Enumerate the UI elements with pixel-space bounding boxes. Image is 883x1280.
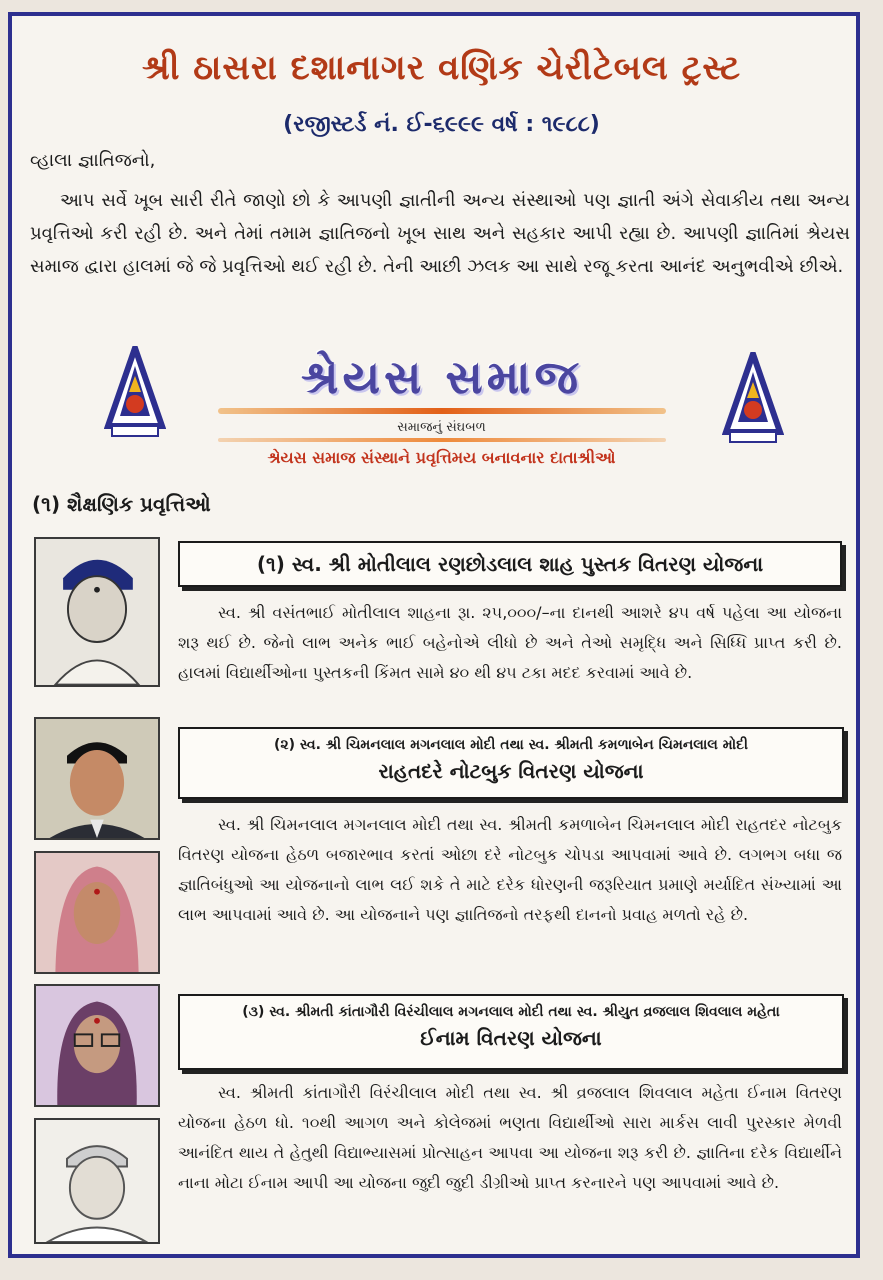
scheme-2-title-box	[178, 727, 844, 799]
banner-divider-lower	[218, 438, 666, 442]
banner-divider	[218, 408, 666, 414]
scheme-3-donors: (૩) સ્વ. શ્રીમતી કાંતાગૌરી વિરંચીલાલ મગનલાલ મોદી તથા સ્વ. શ્રીયુત વ્રજલાલ શિવલાલ મહેતા	[242, 1004, 780, 1020]
donors-heading: શ્રેયસ સમાજ સંસ્થાને પ્રવૃત્તિમય બનાવનાર દાતાશ્રીઓ	[267, 448, 616, 467]
donor-photo-4	[34, 984, 160, 1107]
portrait-icon	[36, 853, 158, 972]
intro-paragraph: આપ સર્વે ખૂબ સારી રીતે જાણો છો કે આપણી જ્ઞાતીની અન્ય સંસ્થાઓ પણ જ્ઞાતી અંગે સેવાકીય તથા અન્ય પ્રવૃત્તિઓ કરી રહી છે. અને તેમાં તમામ જ્ઞાતિજનો ખૂબ સાથ અને સહકાર આપી રહ્યા છે. આપણી જ્ઞાતિમાં શ્રેયસ સમાજ દ્વારા હાલમાં જે જે પ્રવૃત્તિઓ થઈ રહી છે. તેની આછી ઝલક આ સાથે રજૂ કરતા આનંદ અનુભવીએ છીએ.	[30, 190, 850, 277]
scheme-3-description: સ્વ. શ્રીમતી કાંતાગૌરી વિરંચીલાલ મોદી તથા સ્વ. શ્રી વ્રજલાલ શિવલાલ મહેતા ઈનામ વિતરણ યોજના હેઠળ ધો. ૧૦થી આગળ અને કોલેજમાં ભણતા વિદ્યાર્થીઓ સારા માર્કસ લાવી પુરસ્કાર મેળવી આનંદિત થાય તે હેતુથી વિદ્યાભ્યાસમાં પ્રોત્સાહન આપવા આ યોજના શરૂ કરી છે. જ્ઞાતિના દરેક વિદ્યાર્થીને નાના મોટા ઈનામ આપી આ યોજના જુદી જુદી ડીગ્રીઓ પ્રાપ્ત કરનારને પણ આપવામાં આવે છે.	[178, 1083, 842, 1192]
scheme-1-description: સ્વ. શ્રી વસંતભાઈ મોતીલાલ શાહના રૂા. ૨૫,૦૦૦/–ના દાનથી આશરે ૪૫ વર્ષ પહેલા આ યોજના શરૂ થઈ છે. જેનો લાભ અનેક ભાઈ બહેનોએ લીધો છે અને તેઓ સમૃદ્ધિ અને સિધ્ધિ પ્રાપ્ત કરી છે. હાલમાં વિદ્યાર્થીઓના પુસ્તકની કિંમત સામે ૪૦ થી ૪૫ ટકા મદદ કરવામાં આવે છે.	[178, 603, 842, 682]
portrait-icon	[36, 719, 158, 838]
portrait-icon	[36, 539, 158, 685]
scheme-1-title-box	[178, 541, 842, 587]
scheme-3-title-box	[178, 994, 844, 1070]
scheme-2-donors: (૨) સ્વ. શ્રી ચિમનલાલ મગનલાલ મોદી તથા સ્વ. શ્રીમતી કમળાબેન ચિમનલાલ મોદી	[274, 737, 748, 753]
scheme-2-title: રાહતદરે નોટબુક વિતરણ યોજના	[378, 759, 644, 783]
banner-title: શ્રેયસ સમાજ	[301, 350, 582, 404]
page-title: શ્રી ઠાસરા દશાનાગર વણિક ચેરીટેબલ ટ્રસ્ટ	[141, 48, 741, 88]
registration-subtitle: (રજીસ્ટર્ડ નં. ઈ-૬૯૯૯ વર્ષ : ૧૯૮૮)	[283, 112, 600, 137]
banner-tagline: સમાજનું સંઘબળ	[397, 420, 486, 435]
salutation: વ્હાલા જ્ઞાતિજનો,	[30, 150, 156, 171]
scheme-1-title: (૧) સ્વ. શ્રી મોતીલાલ રણછોડલાલ શાહ પુસ્તક વિતરણ યોજના	[256, 552, 764, 576]
donor-photo-3	[34, 851, 160, 974]
scheme-2-description: સ્વ. શ્રી ચિમનલાલ મગનલાલ મોદી તથા સ્વ. શ્રીમતી કમળાબેન ચિમનલાલ મોદી રાહતદર નોટબુક વિતરણ યોજના હેઠળ બજારભાવ કરતાં ઓછા દરે નોટબુક ચોપડા આપવામાં આવે છે. લગભગ બધા જ જ્ઞાતિબંધુઓ આ યોજનાનો લાભ લઈ શકે તે માટે દરેક ધોરણની જરૂરિયાત પ્રમાણે મર્યાદિત સંખ્યામાં આ લાભ આપવામાં આવે છે. આ યોજનાને પણ જ્ઞાતિજનો તરફથી દાનનો પ્રવાહ મળતો રહે છે.	[178, 815, 842, 924]
section-heading: (૧) શૈક્ષણિક પ્રવૃત્તિઓ	[32, 492, 211, 516]
scheme-3-title: ઈનામ વિતરણ યોજના	[420, 1026, 602, 1050]
donor-photo-1	[34, 537, 160, 687]
portrait-icon	[36, 986, 158, 1105]
donor-photo-5	[34, 1118, 160, 1244]
donor-photo-2	[34, 717, 160, 840]
portrait-icon	[36, 1120, 158, 1242]
